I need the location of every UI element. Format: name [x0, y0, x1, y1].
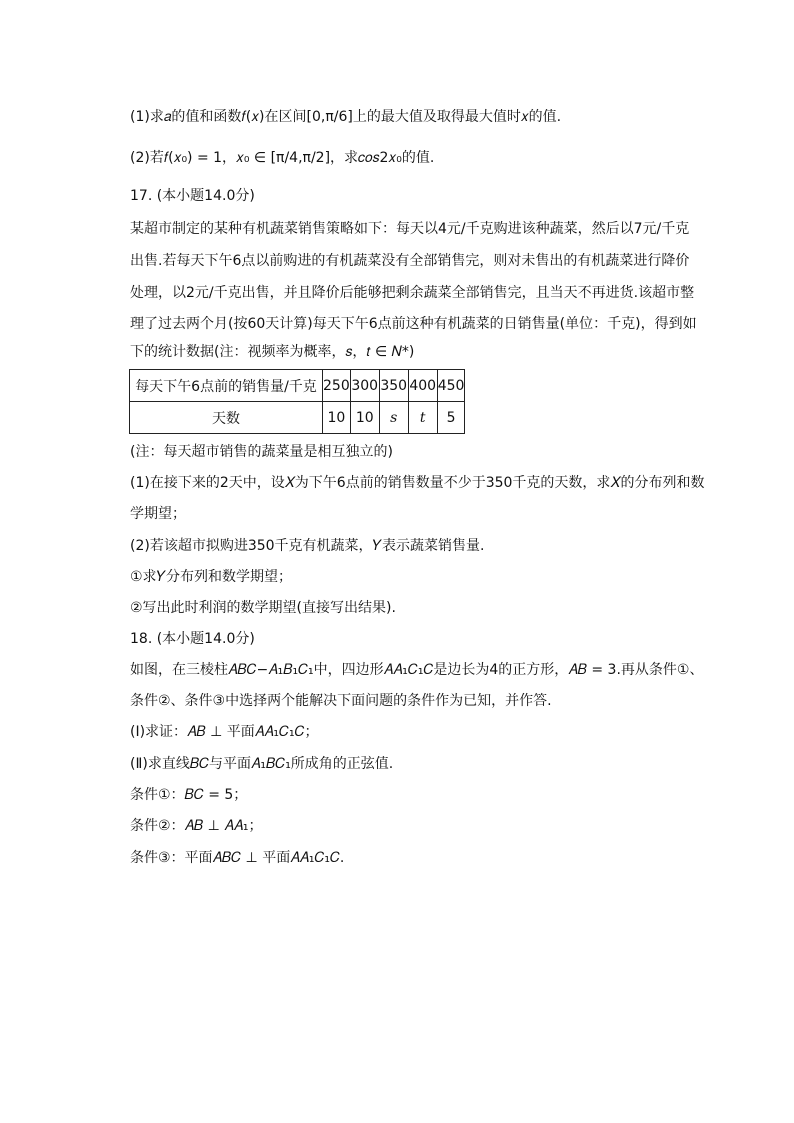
q18-part-i: (Ⅰ)求证：𝐴𝐵 ⊥ 平面𝐴𝐴₁𝐶₁𝐶；	[130, 724, 319, 740]
q18-condition-1: 条件①：𝐵𝐶 = 5；	[130, 787, 248, 803]
q17-question-1: (1)在接下来的2天中，设𝑋为下午6点前的销售数量不少于350千克的天数，求𝑋的分布列和数	[130, 475, 705, 491]
table-cell: 10	[323, 402, 351, 434]
table-header-cell: 每天下午6点前的销售量/千克	[130, 370, 323, 402]
table-cell: t	[408, 402, 437, 434]
q17-question-2a: ①求𝑌分布列和数学期望；	[130, 569, 293, 585]
q17-question-1-cont: 学期望；	[130, 506, 186, 522]
table-cell: 10	[350, 402, 379, 434]
q17-paragraph-line: 某超市制定的某种有机蔬菜销售策略如下：每天以4元/千克购进该种蔬菜，然后以7元/千克	[130, 221, 690, 237]
sales-table	[129, 369, 465, 434]
q18-header: 18. (本小题14.0分)	[130, 631, 255, 647]
table-cell: s	[379, 402, 408, 434]
q18-condition-3: 条件③：平面𝐴𝐵𝐶 ⊥ 平面𝐴𝐴₁𝐶₁𝐶.	[130, 850, 345, 866]
table-row	[130, 370, 465, 402]
table-cell: 250	[323, 370, 351, 402]
table-row	[130, 402, 465, 434]
q18-paragraph-line: 条件②、条件③中选择两个能解决下面问题的条件作为已知，并作答.	[130, 693, 552, 709]
table-cell: 450	[437, 370, 465, 402]
q17-question-2: (2)若该超市拟购进350千克有机蔬菜，𝑌表示蔬菜销售量.	[130, 538, 485, 554]
q17-header: 17. (本小题14.0分)	[130, 188, 255, 204]
q17-note: (注：每天超市销售的蔬菜量是相互独立的)	[130, 444, 393, 460]
table-cell: 350	[379, 370, 408, 402]
q17-paragraph-line: 下的统计数据(注：视频率为概率，𝑠，𝑡 ∈ 𝑁*)	[130, 344, 415, 360]
table-header-cell: 天数	[130, 402, 323, 434]
table-cell: 5	[437, 402, 465, 434]
q17-paragraph-line: 出售.若每天下午6点以前购进的有机蔬菜没有全部销售完，则对未售出的有机蔬菜进行降价	[130, 253, 690, 269]
q18-part-ii: (Ⅱ)求直线𝐵𝐶与平面𝐴₁𝐵𝐶₁所成角的正弦值.	[130, 756, 394, 772]
table-cell: 300	[350, 370, 379, 402]
q17-paragraph-line: 理了过去两个月(按60天计算)每天下午6点前这种有机蔬菜的日销售量(单位：千克)，得到如	[130, 316, 697, 332]
q18-paragraph-line: 如图，在三棱柱𝐴𝐵𝐶−𝐴₁𝐵₁𝐶₁中，四边形𝐴𝐴₁𝐶₁𝐶是边长为4的正方形，𝐴𝐵 = 3.再从条件①、	[130, 662, 704, 678]
q18-condition-2: 条件②：𝐴𝐵 ⊥ 𝐴𝐴₁；	[130, 818, 263, 834]
q16-part1: (1)求𝑎的值和函数𝑓(𝑥)在区间[0,π/6]上的最大值及取得最大值时𝑥的值.	[130, 109, 562, 125]
q17-question-2b: ②写出此时利润的数学期望(直接写出结果).	[130, 600, 396, 616]
q16-part2: (2)若𝑓(𝑥₀) = 1，𝑥₀ ∈ [π/4,π/2]，求𝑐𝑜𝑠2𝑥₀的值.	[130, 150, 435, 166]
table-cell: 400	[408, 370, 437, 402]
q17-paragraph-line: 处理，以2元/千克出售，并且降价后能够把剩余蔬菜全部销售完，且当天不再进货.该超市整	[130, 285, 695, 301]
